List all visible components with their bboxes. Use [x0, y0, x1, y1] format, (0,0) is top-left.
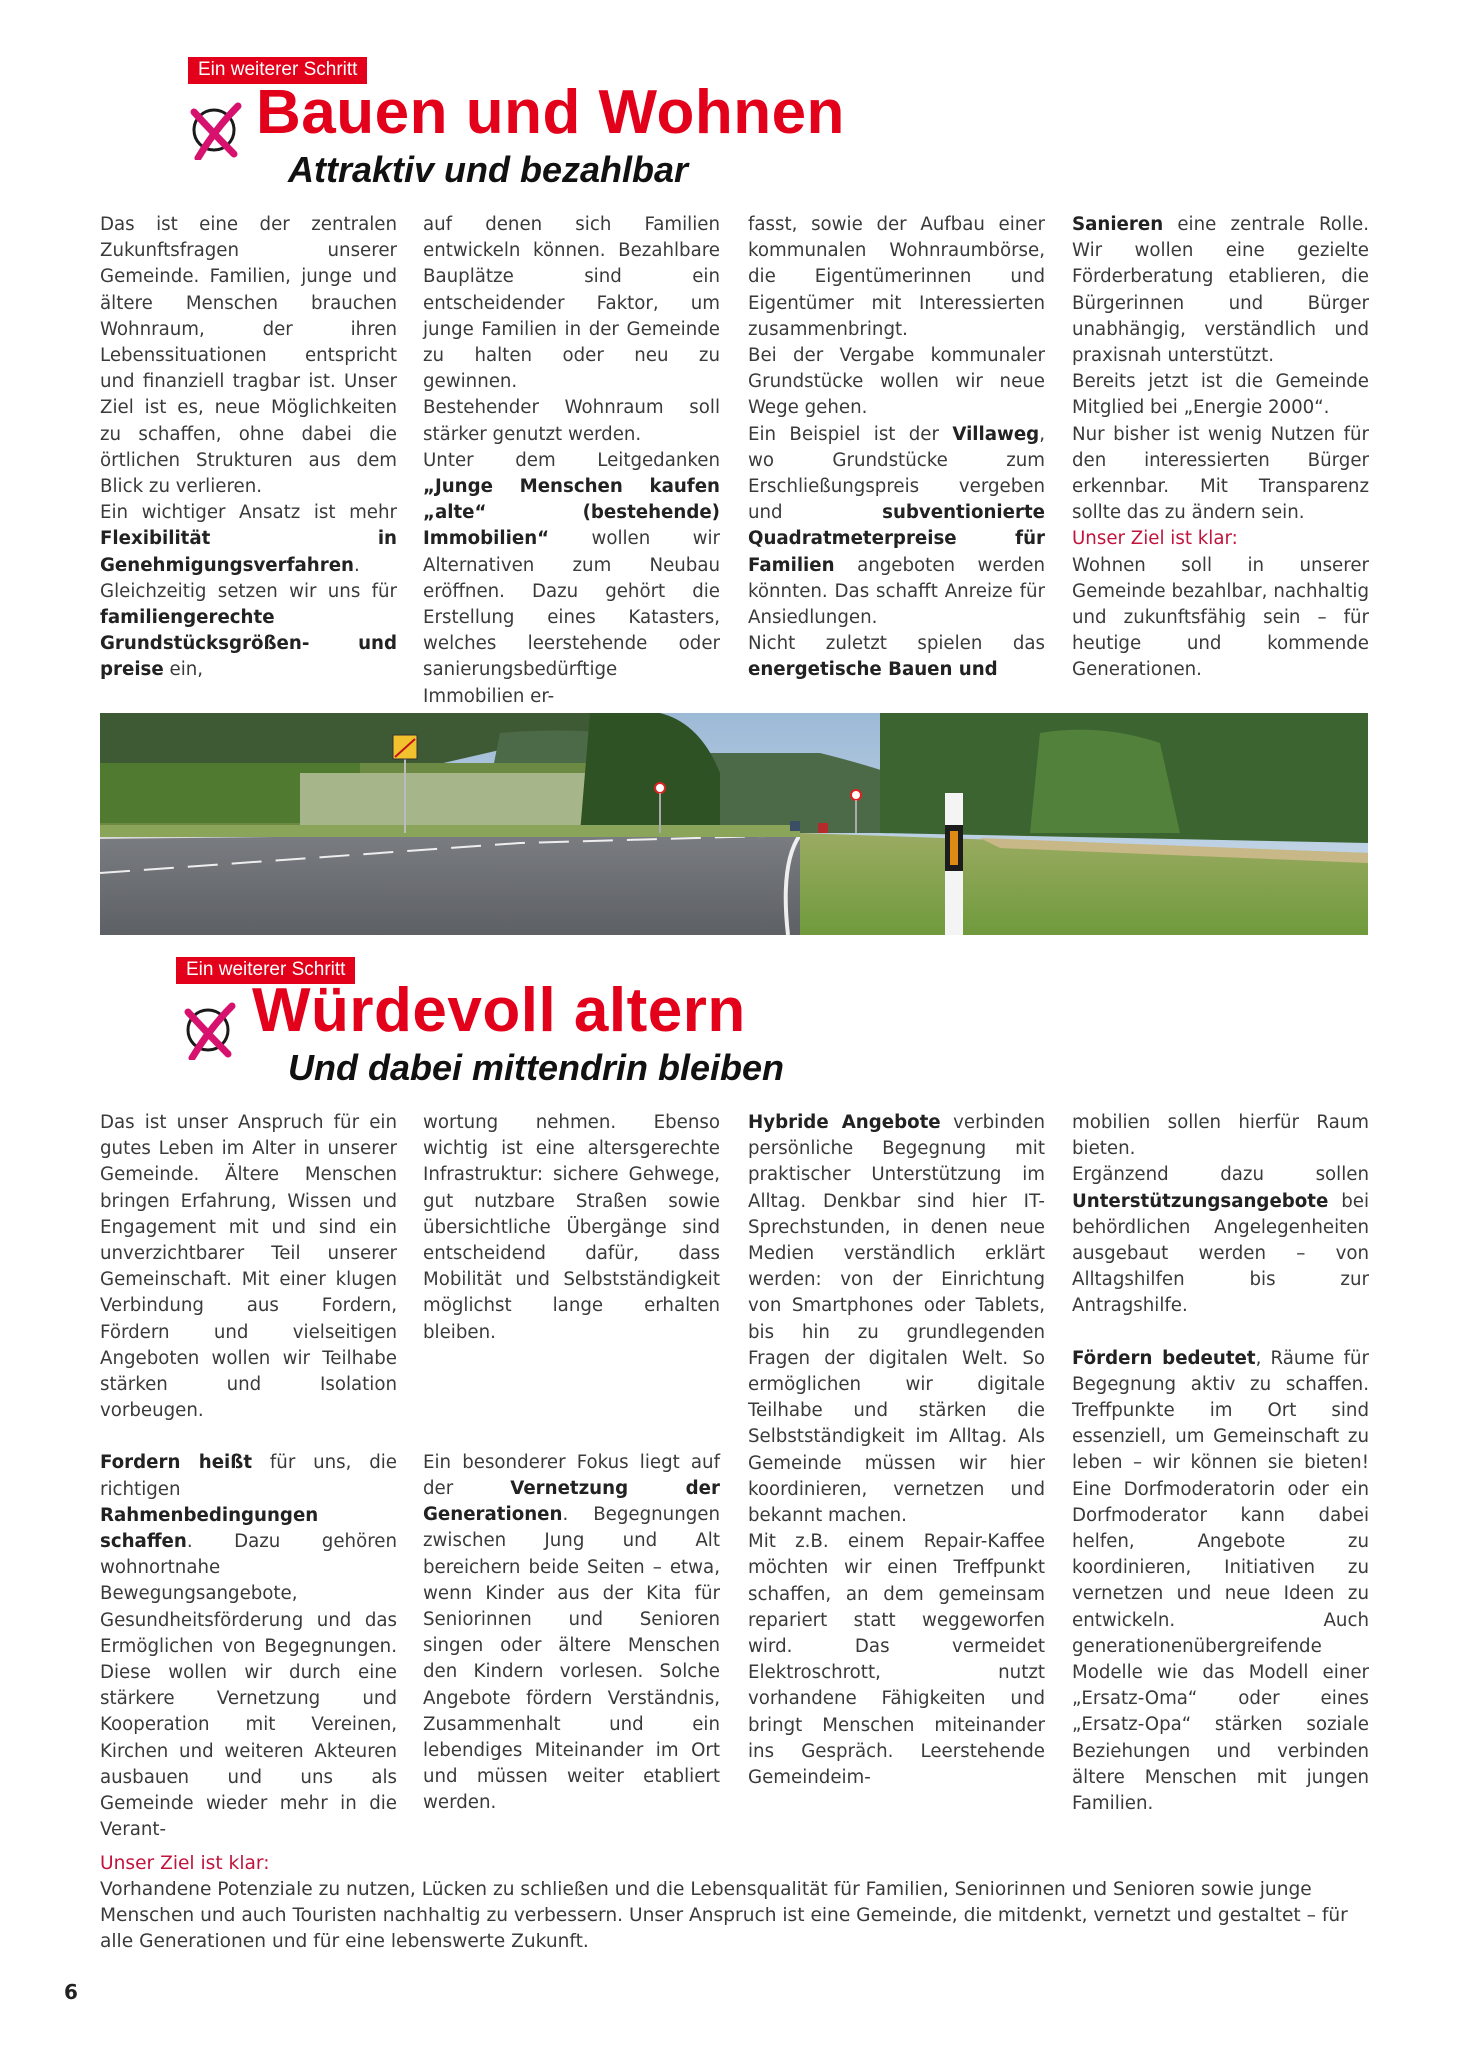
- article-column-3: [748, 1110, 1045, 1791]
- paragraph: Ein besonderer Fokus liegt auf der Vernetzung der Generationen. Begegnungen zwischen Jung und Alt bereichern beide Seiten – etwa, wenn Kinder aus der Kita für Seniorinnen und Senioren singen oder ältere Menschen den Kindern vorlesen. Solche Angebote fördern Verständnis, Zusammenhalt und ein lebendiges Miteinander im Ort und müssen weiter etabliert werden.: [423, 1451, 720, 1814]
- paragraph: Das ist unser Anspruch für ein gutes Leben im Alter in unserer Gemeinde. Ältere Menschen bringen Erfahrung, Wissen und Engagement mit und sind ein unverzichtbarer Teil unserer Gemeinschaft. Mit einer klugen Verbindung aus Fordern, Fördern und vielseitigen Angeboten wollen wir Teilhabe stärken und Isolation vorbeugen.: [100, 1112, 397, 1422]
- section-subtitle: Attraktiv und bezahlbar: [288, 149, 689, 190]
- paragraph: fasst, sowie der Aufbau einer kommunalen Wohnraumbörse, die Eigentümerinnen und Eigentümer mit Interessierten zusammenbringt.: [748, 214, 1045, 340]
- paragraph: Unter dem Leitgedanken „Junge Menschen kaufen „alte“ (bestehende) Immobilien“ wollen wir Alternativen zum Neubau eröffnen. Dazu gehört die Erstellung eines Katasters, welches leerstehende oder sanierungsbedürftige Immobilien er-: [423, 449, 720, 707]
- paragraph: Das ist eine der zentralen Zukunftsfragen unserer Gemeinde. Familien, junge und ältere Menschen brauchen Wohnraum, der ihren Lebenssituationen entspricht und finanziell tragbar ist. Unser Ziel ist es, neue Möglichkeiten zu schaffen, ohne dabei die örtlichen Strukturen aus dem Blick zu verlieren.: [100, 214, 397, 498]
- paragraph: Fordern heißt für uns, die richtigen Rahmenbedingungen schaffen. Dazu gehören wohnortnahe Bewegungsangebote, Gesundheitsförderung und das Ermöglichen von Begegnungen. Diese wollen wir durch eine stärkere Vernetzung und Kooperation mit Vereinen, Kirchen und weiteren Akteuren ausbauen und uns als Gemeinde wieder mehr in die Verant-: [100, 1452, 397, 1841]
- section-badge: Ein weiterer Schritt: [188, 57, 367, 84]
- article-column-4: [1072, 1110, 1369, 1817]
- paragraph: Bestehender Wohnraum soll stärker genutzt werden.: [423, 397, 720, 445]
- section-title: Würdevoll altern: [252, 976, 746, 1045]
- page-number: 6: [64, 1980, 78, 2004]
- article-column-4: [1072, 212, 1369, 684]
- paragraph: Ein wichtiger Ansatz ist mehr Flexibilität in Genehmigungsverfahren. Gleichzeitig setzen wir uns für familiengerechte Grundstücksgrößen- und preise ein,: [100, 502, 397, 681]
- paragraph: Mit z.B. einem Repair-Kaffee möchten wir einen Treffpunkt schaffen, an dem gemeinsam repariert statt weggeworfen wird. Das vermeidet Elektroschrott, nutzt vorhandene Fähigkeiten und bringt Menschen miteinander ins Gespräch. Leerstehende Gemeindeim-: [748, 1531, 1045, 1789]
- paragraph: Hybride Angebote verbinden persönliche Begegnung mit praktischer Unterstützung im Alltag. Denkbar sind hier IT-Sprechstunden, in denen neue Medien verständlich erklärt werden: von der Einrichtung von Smartphones oder Tablets, bis hin zu grundlegenden Fragen der digitalen Welt. So ermöglichen wir digitale Teilhabe und stärken die Selbstständigkeit im Alltag. Als Gemeinde müssen wir hier koordinieren, vernetzen und bekannt machen.: [748, 1112, 1045, 1527]
- section-subtitle: Und dabei mittendrin bleiben: [288, 1047, 785, 1088]
- paragraph: Ergänzend dazu sollen Unterstützungsangebote bei behördlichen Angelegenheiten ausgebaut werden – von Alltagshilfen bis zur Antragshilfe.: [1072, 1164, 1369, 1317]
- section-title: Bauen und Wohnen: [256, 78, 845, 147]
- road-landscape-photo: [100, 713, 1368, 935]
- article-column-1: [100, 212, 397, 684]
- paragraph: Nicht zuletzt spielen das energetische Bauen und: [748, 633, 1045, 681]
- paragraph: Bereits jetzt ist die Gemeinde Mitglied bei „Energie 2000“.: [1072, 371, 1369, 419]
- goal-text: Wohnen soll in unserer Gemeinde bezahlbar, nachhaltig und zukunftsfähig sein – für heutige und kommende Generationen.: [1072, 554, 1369, 681]
- goal-text: Vorhandene Potenziale zu nutzen, Lücken zu schließen und die Lebensqualität für Familien, Seniorinnen und Senioren sowie junge Menschen und auch Touristen nachhaltig zu verbessern. Unser Anspruch ist eine Gemeinde, die mitdenkt, vernetzt und gestaltet – für alle Generationen und für eine lebenswerte Zukunft.: [100, 1879, 1348, 1952]
- paragraph: Sanieren eine zentrale Rolle. Wir wollen eine gezielte Förderberatung etablieren, die Bürgerinnen und Bürger unabhängig, verständlich und praxisnah unterstützt.: [1072, 214, 1369, 367]
- article-column-2: [423, 212, 720, 710]
- paragraph: mobilien sollen hierfür Raum bieten.: [1072, 1112, 1369, 1160]
- ballot-cross-icon: [186, 98, 248, 160]
- paragraph: Bei der Vergabe kommunaler Grundstücke wollen wir neue Wege gehen.: [748, 345, 1045, 419]
- paragraph: wortung nehmen. Ebenso wichtig ist eine altersgerechte Infrastruktur: sichere Gehwege, gut nutzbare Straßen sowie übersichtliche Übergänge sind entscheidend dafür, dass Mobilität und Selbstständigkeit möglichst lange erhalten bleiben.: [423, 1112, 720, 1343]
- ballot-cross-icon: [180, 998, 242, 1060]
- paragraph: Nur bisher ist wenig Nutzen für den interessierten Bürger erkennbar. Mit Transparenz sollte das zu ändern sein.: [1072, 423, 1369, 524]
- article-column-3: [748, 212, 1045, 684]
- paragraph: Ein Beispiel ist der Villaweg, wo Grundstücke zum Erschließungspreis vergeben und subventionierte Quadratmeterpreise für Familien angeboten werden könnten. Das schafft Anreize für Ansiedlungen.: [748, 423, 1045, 629]
- goal-heading: Unser Ziel ist klar:: [100, 1853, 270, 1874]
- section-badge: Ein weiterer Schritt: [176, 957, 355, 984]
- article-column-1: [100, 1110, 397, 1843]
- article-column-2: [423, 1110, 720, 1817]
- conclusion-block: [100, 1851, 1372, 1955]
- paragraph: Fördern bedeutet, Räume für Begegnung aktiv zu schaffen. Treffpunkte im Ort sind essenziell, um Gemeinschaft zu leben – wir können sie bieten! Eine Dorfmoderatorin oder ein Dorfmoderator kann dabei helfen, Angebote zu koordinieren, Initiativen zu vernetzen und neue Ideen zu entwickeln. Auch generationenübergreifende Modelle wie das Modell einer „Ersatz-Oma“ oder eines „Ersatz-Opa“ stärken soziale Beziehungen und verbinden ältere Menschen mit jungen Familien.: [1072, 1347, 1369, 1815]
- goal-heading: Unser Ziel ist klar:: [1072, 528, 1238, 550]
- paragraph: auf denen sich Familien entwickeln können. Bezahlbare Bauplätze sind ein entscheidender Faktor, um junge Familien in der Gemeinde zu halten oder neu zu gewinnen.: [423, 214, 720, 393]
